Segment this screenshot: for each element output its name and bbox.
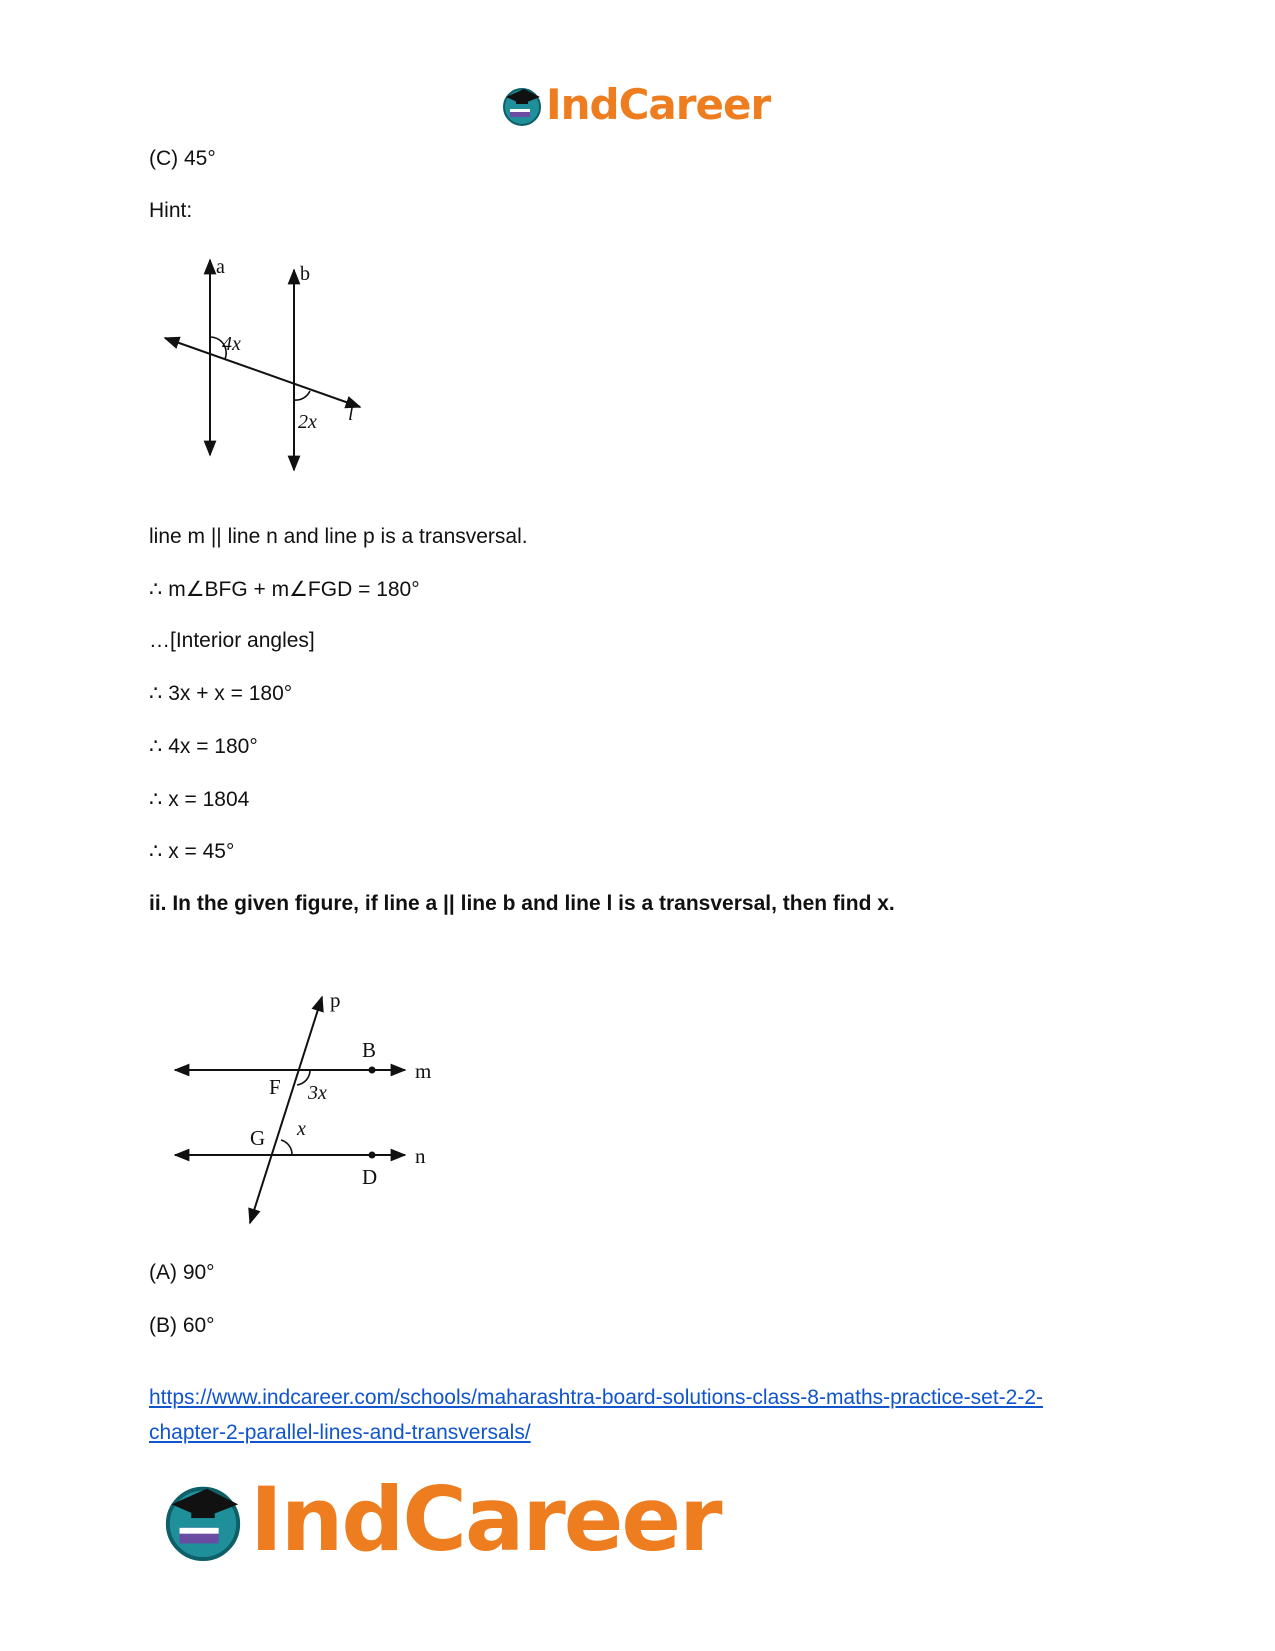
source-link[interactable] [149,1380,1149,1450]
step-4: ∴ 4x = 180° [149,735,258,758]
label-G: G [250,1126,266,1150]
line-l [165,338,360,407]
option-b: (B) 60° [149,1314,215,1337]
angle-label-3x: 3x [308,1082,327,1104]
figure-parallel-lines-mn [170,985,450,1225]
step-2: …[Interior angles] [149,629,315,652]
step-5: ∴ x = 1804 [149,788,250,811]
source-link-line-1[interactable]: https://www.indcareer.com/schools/maharashtra-board-solutions-class-8-maths-practice-set-2-2- [149,1386,1043,1409]
header-logo-text: IndCareer [546,80,771,129]
angle-label-2x: 2x [298,411,317,433]
label-a: a [216,256,225,278]
hint-label: Hint: [149,199,193,222]
question-ii: ii. In the given figure, if line a || line b and line l is a transversal, then find x. [149,892,895,915]
footer-logo [160,1468,721,1571]
angle-arc-2 [294,391,310,400]
source-link-line-2[interactable]: chapter-2-parallel-lines-and-transversals/ [149,1421,531,1444]
label-D: D [362,1165,378,1189]
footer-logo-text: IndCareer [250,1468,721,1571]
label-l: l [348,403,354,425]
angle-arc-x [281,1140,292,1155]
header-logo [500,80,770,129]
label-n: n [415,1144,426,1168]
step-3: ∴ 3x + x = 180° [149,682,293,705]
statement: line m || line n and line p is a transversal. [149,525,528,548]
figure-parallel-lines-ab [160,255,380,485]
option-c: (C) 45° [149,147,216,170]
option-a: (A) 90° [149,1261,215,1284]
step-1: ∴ m∠BFG + m∠FGD = 180° [149,578,420,601]
globe-cap-icon [500,83,544,127]
angle-label-x: x [297,1118,306,1140]
label-F: F [269,1075,281,1099]
label-p: p [330,988,341,1012]
line-p [250,997,322,1223]
angle-label-4x: 4x [222,333,241,355]
globe-cap-icon [160,1477,246,1563]
label-b: b [300,263,310,285]
point-d [369,1152,376,1159]
step-6: ∴ x = 45° [149,840,235,863]
label-B: B [362,1038,377,1062]
label-m: m [415,1059,432,1083]
point-b [369,1067,376,1074]
